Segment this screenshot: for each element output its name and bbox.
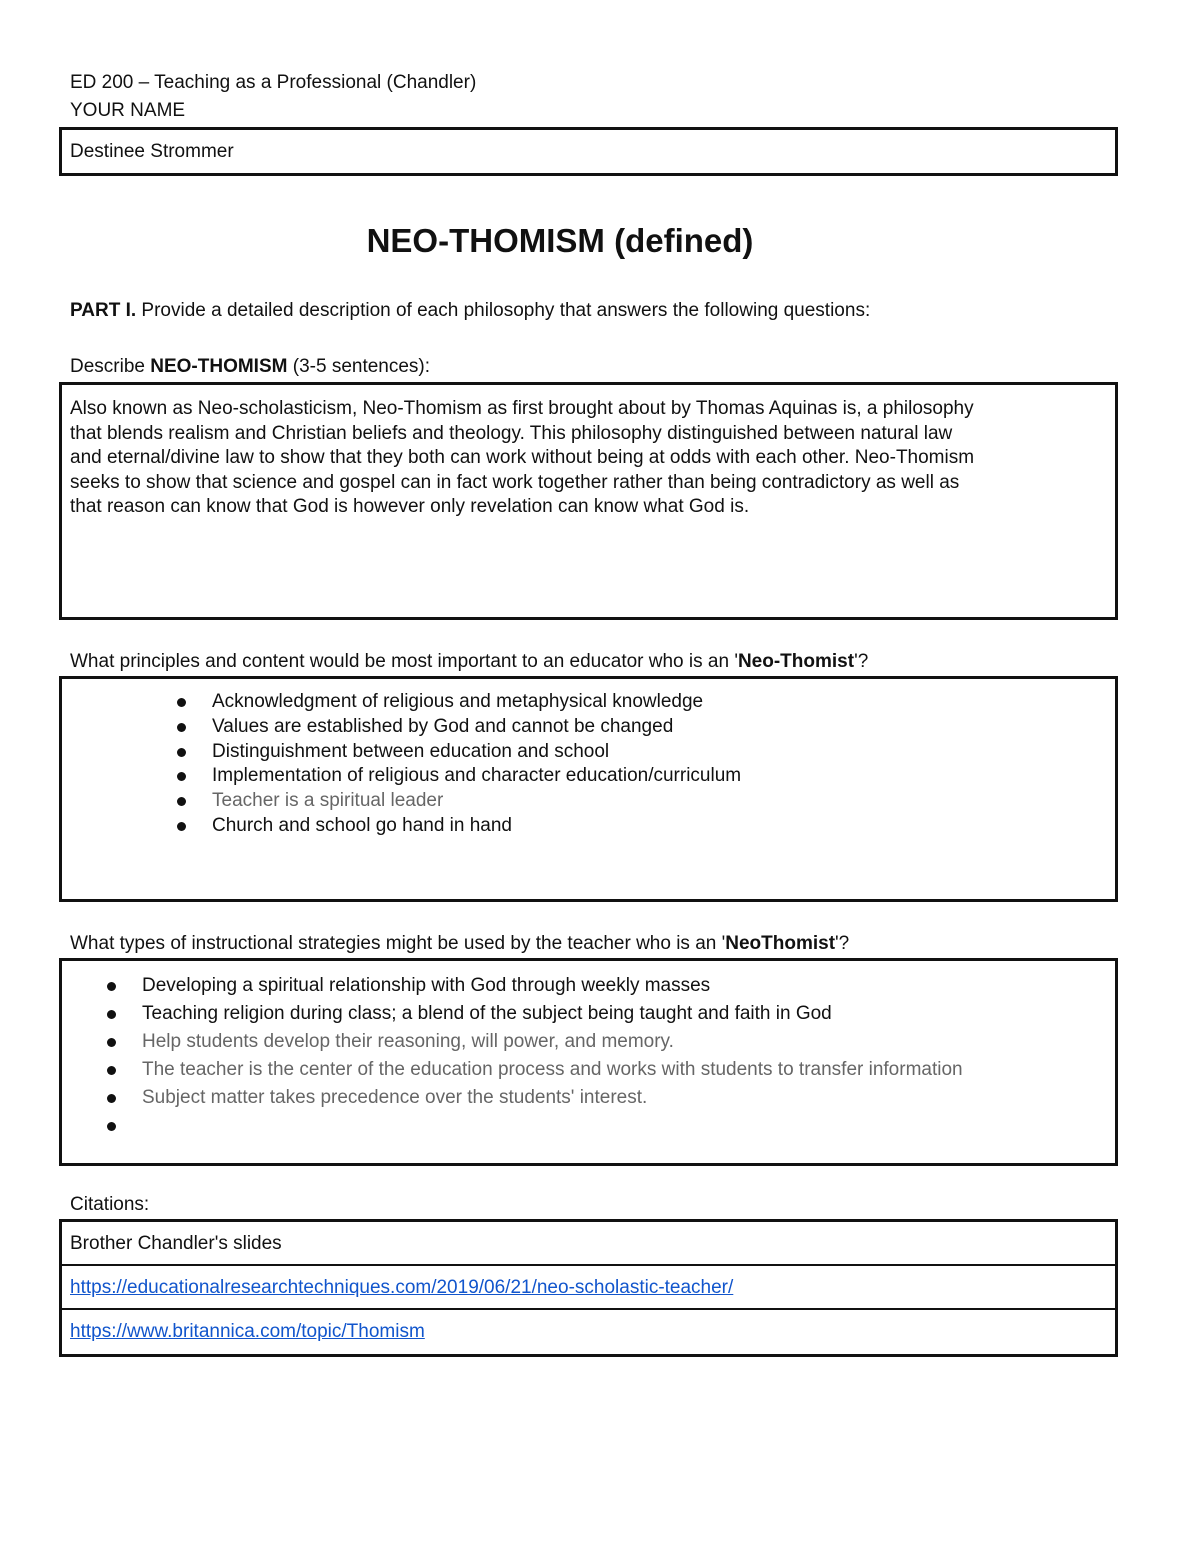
question-3-bold: NeoThomist <box>725 933 836 954</box>
list-item-text: The teacher is the center of the education process and works with students to transfer information <box>142 1059 963 1080</box>
list-item-text: Help students develop their reasoning, will power, and memory. <box>142 1031 674 1052</box>
name-value: Destinee Strommer <box>70 141 234 162</box>
list-item <box>212 764 741 789</box>
list-item <box>142 1056 963 1084</box>
list-item-text: Implementation of religious and character education/curriculum <box>212 765 742 787</box>
citation-row <box>62 1222 1115 1266</box>
citation-link[interactable]: https://educationalresearchtechniques.com/2019/06/21/neo-scholastic-teacher/ <box>70 1277 734 1298</box>
citations-label: Citations: <box>70 1194 150 1215</box>
bullet-icon <box>177 797 186 806</box>
citation-text: Brother Chandler's slides <box>70 1233 282 1254</box>
list-item <box>212 690 741 715</box>
question-2-prompt <box>70 651 868 673</box>
list-item <box>212 715 741 740</box>
list-item-text: Subject matter takes precedence over the students' interest. <box>142 1087 648 1108</box>
part-one-instruction <box>70 300 870 322</box>
question-1-prefix: Describe <box>70 356 151 377</box>
answer-line: seeks to show that science and gospel can in fact work together rather than being contradictory as well as <box>70 471 960 493</box>
list-item <box>212 740 741 765</box>
bullet-icon <box>107 1010 116 1019</box>
question-3-prefix: What types of instructional strategies might be used by the teacher who is an ' <box>70 933 726 954</box>
bullet-icon <box>107 1066 116 1075</box>
list-item <box>142 1084 963 1112</box>
question-2-suffix: '? <box>854 651 869 672</box>
list-item-text: Values are established by God and cannot be changed <box>212 715 674 737</box>
name-label: YOUR NAME <box>70 100 186 121</box>
question-3-suffix: '? <box>835 933 850 954</box>
question-1-bold: NEO-THOMISM <box>150 356 288 377</box>
list-item-text: Teaching religion during class; a blend of the subject being taught and faith in God <box>142 1003 832 1024</box>
part-one-text: Provide a detailed description of each philosophy that answers the following questions: <box>136 300 871 321</box>
answer-line: and eternal/divine law to show that they both can work without being at odds with each other. Neo-Thomism <box>70 447 975 468</box>
question-3-prompt <box>70 933 849 955</box>
bullet-icon <box>177 748 186 757</box>
bullet-icon <box>177 723 186 732</box>
question-3-answer-box[interactable] <box>59 958 1118 1166</box>
question-2-prefix: What principles and content would be most important to an educator who is an ' <box>70 651 738 672</box>
answer-line: that blends realism and Christian beliefs and theology. This philosophy distinguished between natural law <box>70 422 953 444</box>
list-item-text: Church and school go hand in hand <box>212 814 513 836</box>
question-1-suffix: (3-5 sentences): <box>287 356 431 377</box>
bullet-icon <box>107 1038 116 1047</box>
list-item <box>212 814 741 839</box>
question-1-answer <box>62 385 1115 520</box>
question-2-answer-box[interactable] <box>59 676 1118 902</box>
citation-row <box>62 1310 1115 1354</box>
question-1-answer-box[interactable] <box>59 382 1118 620</box>
bullet-icon <box>107 982 116 991</box>
name-box[interactable] <box>59 127 1118 176</box>
strategies-list <box>142 972 963 1112</box>
list-item <box>142 972 963 1000</box>
question-1-prompt <box>70 356 430 378</box>
course-header: ED 200 – Teaching as a Professional (Chandler) <box>70 72 477 93</box>
citation-row <box>62 1266 1115 1310</box>
citations-table <box>59 1219 1118 1357</box>
bullet-icon <box>107 1094 116 1103</box>
citation-link[interactable]: https://www.britannica.com/topic/Thomism <box>70 1321 425 1342</box>
list-item-text: Distinguishment between education and school <box>212 740 610 762</box>
list-item-text: Acknowledgment of religious and metaphysical knowledge <box>212 691 704 712</box>
list-item <box>142 1000 963 1028</box>
answer-line: Also known as Neo-scholasticism, Neo-Thomism as first brought about by Thomas Aquinas is, a philosophy <box>70 398 974 419</box>
part-one-label: PART I. <box>70 300 137 321</box>
answer-line: that reason can know that God is however only revelation can know what God is. <box>70 496 750 517</box>
list-item <box>142 1028 963 1056</box>
list-item-text: Developing a spiritual relationship with God through weekly masses <box>142 975 711 996</box>
question-2-bold: Neo-Thomist <box>737 651 855 672</box>
page-title: NEO-THOMISM (defined) <box>366 222 754 259</box>
bullet-icon <box>177 698 186 707</box>
principles-list <box>212 690 741 839</box>
list-item-text: Teacher is a spiritual leader <box>212 790 444 812</box>
bullet-icon <box>177 822 186 831</box>
bullet-icon <box>107 1122 116 1131</box>
bullet-icon <box>177 772 186 781</box>
list-item <box>212 789 741 814</box>
